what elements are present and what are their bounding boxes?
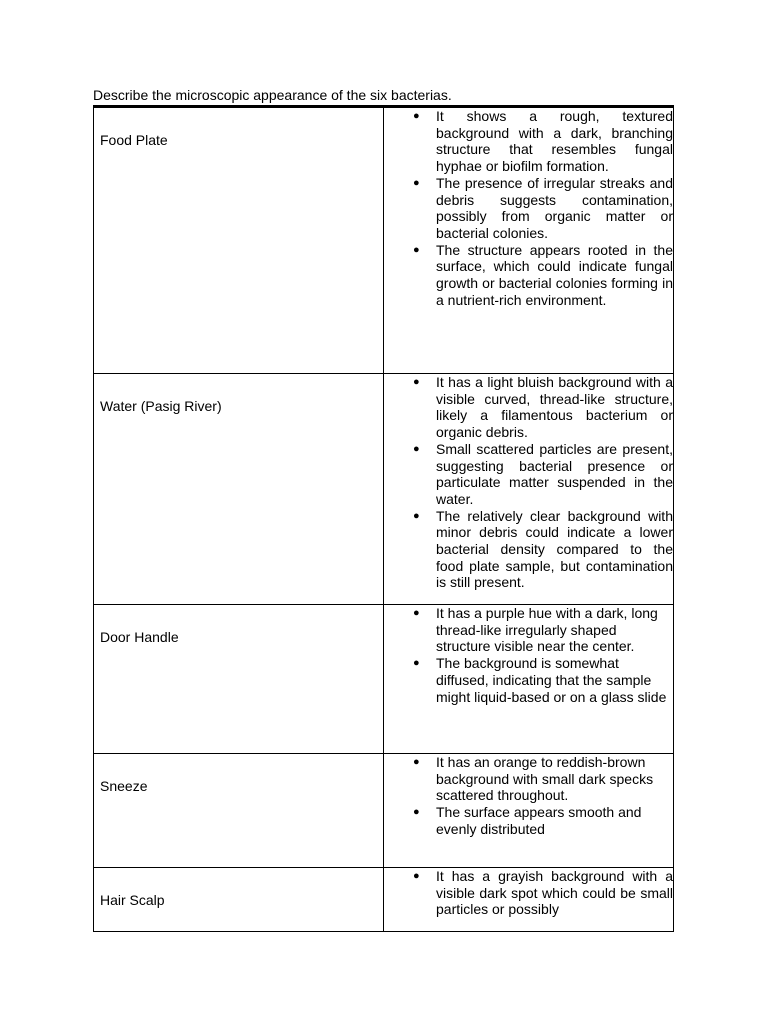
table-row	[94, 868, 674, 932]
bullet-text: It shows a rough, textured background with a dark, branching structure that resembles fungal hyphae or biofilm formation.	[436, 108, 673, 175]
sample-name: Hair Scalp	[100, 892, 165, 908]
description-list	[384, 868, 673, 918]
description-cell	[384, 868, 674, 932]
description-list	[384, 374, 673, 591]
list-item	[384, 374, 673, 441]
bullet-text: It has an orange to reddish-brown background with small dark specks scattered throughout.	[436, 754, 654, 804]
list-item	[384, 754, 673, 804]
description-list	[384, 605, 673, 705]
list-item	[384, 175, 673, 242]
bullet-text: It has a grayish background with a visible dark spot which could be small particles or possibly	[436, 868, 673, 918]
bullet-text: The structure appears rooted in the surface, which could indicate fungal growth or bacterial colonies forming in a nutrient-rich environment.	[436, 241, 673, 308]
bullet-icon: ●	[413, 376, 420, 388]
list-item	[384, 242, 673, 309]
bullet-text: It has a purple hue with a dark, long thread-like irregularly shaped structure visible near the center.	[436, 605, 658, 655]
table-row	[94, 605, 674, 754]
sample-cell	[94, 605, 384, 754]
list-item	[384, 605, 673, 655]
description-list	[384, 754, 673, 838]
description-cell	[384, 605, 674, 754]
list-item	[384, 655, 673, 705]
bullet-icon: ●	[413, 756, 420, 768]
sample-cell	[94, 868, 384, 932]
bullet-icon: ●	[413, 442, 420, 455]
list-item	[384, 508, 673, 592]
bullet-icon: ●	[413, 806, 420, 819]
sample-name: Food Plate	[100, 132, 168, 148]
description-cell	[384, 754, 674, 868]
table-row	[94, 754, 674, 868]
sample-name: Sneeze	[100, 778, 148, 794]
page-title: Describe the microscopic appearance of the six bacterias.	[93, 87, 452, 103]
bullet-icon: ●	[413, 110, 420, 122]
bullet-icon: ●	[413, 870, 420, 882]
sample-cell	[94, 374, 384, 605]
sample-cell	[94, 754, 384, 868]
list-item	[384, 804, 673, 837]
sample-name: Door Handle	[100, 629, 179, 645]
table-row	[94, 374, 674, 605]
sample-name: Water (Pasig River)	[100, 398, 222, 414]
bullet-text: The presence of irregular streaks and debris suggests contamination, possibly from organic matter or bacterial colonies.	[436, 174, 673, 241]
bullet-text: The surface appears smooth and evenly distributed	[436, 804, 642, 837]
description-cell	[384, 107, 674, 374]
bullet-text: Small scattered particles are present, suggesting bacterial presence or particulate matter suspended in the water.	[436, 440, 673, 507]
sample-cell	[94, 107, 384, 374]
bullet-icon: ●	[413, 657, 420, 670]
list-item	[384, 868, 673, 918]
bullet-icon: ●	[413, 607, 420, 619]
list-item	[384, 108, 673, 175]
description-list	[384, 108, 673, 308]
bullet-text: The background is somewhat diffused, indicating that the sample might liquid-based or on a glass slide	[436, 655, 667, 705]
list-item	[384, 441, 673, 508]
bullet-icon: ●	[413, 243, 420, 256]
bullet-text: The relatively clear background with minor debris could indicate a lower bacterial density compared to the food plate sample, but contamination is still present.	[436, 507, 673, 591]
bullet-text: It has a light bluish background with a visible curved, thread-like structure, likely a filamentous bacterium or organic debris.	[436, 374, 673, 441]
bullet-icon: ●	[413, 509, 420, 522]
description-cell	[384, 374, 674, 605]
bacteria-table	[93, 105, 674, 932]
table-row	[94, 107, 674, 374]
bullet-icon: ●	[413, 176, 420, 189]
